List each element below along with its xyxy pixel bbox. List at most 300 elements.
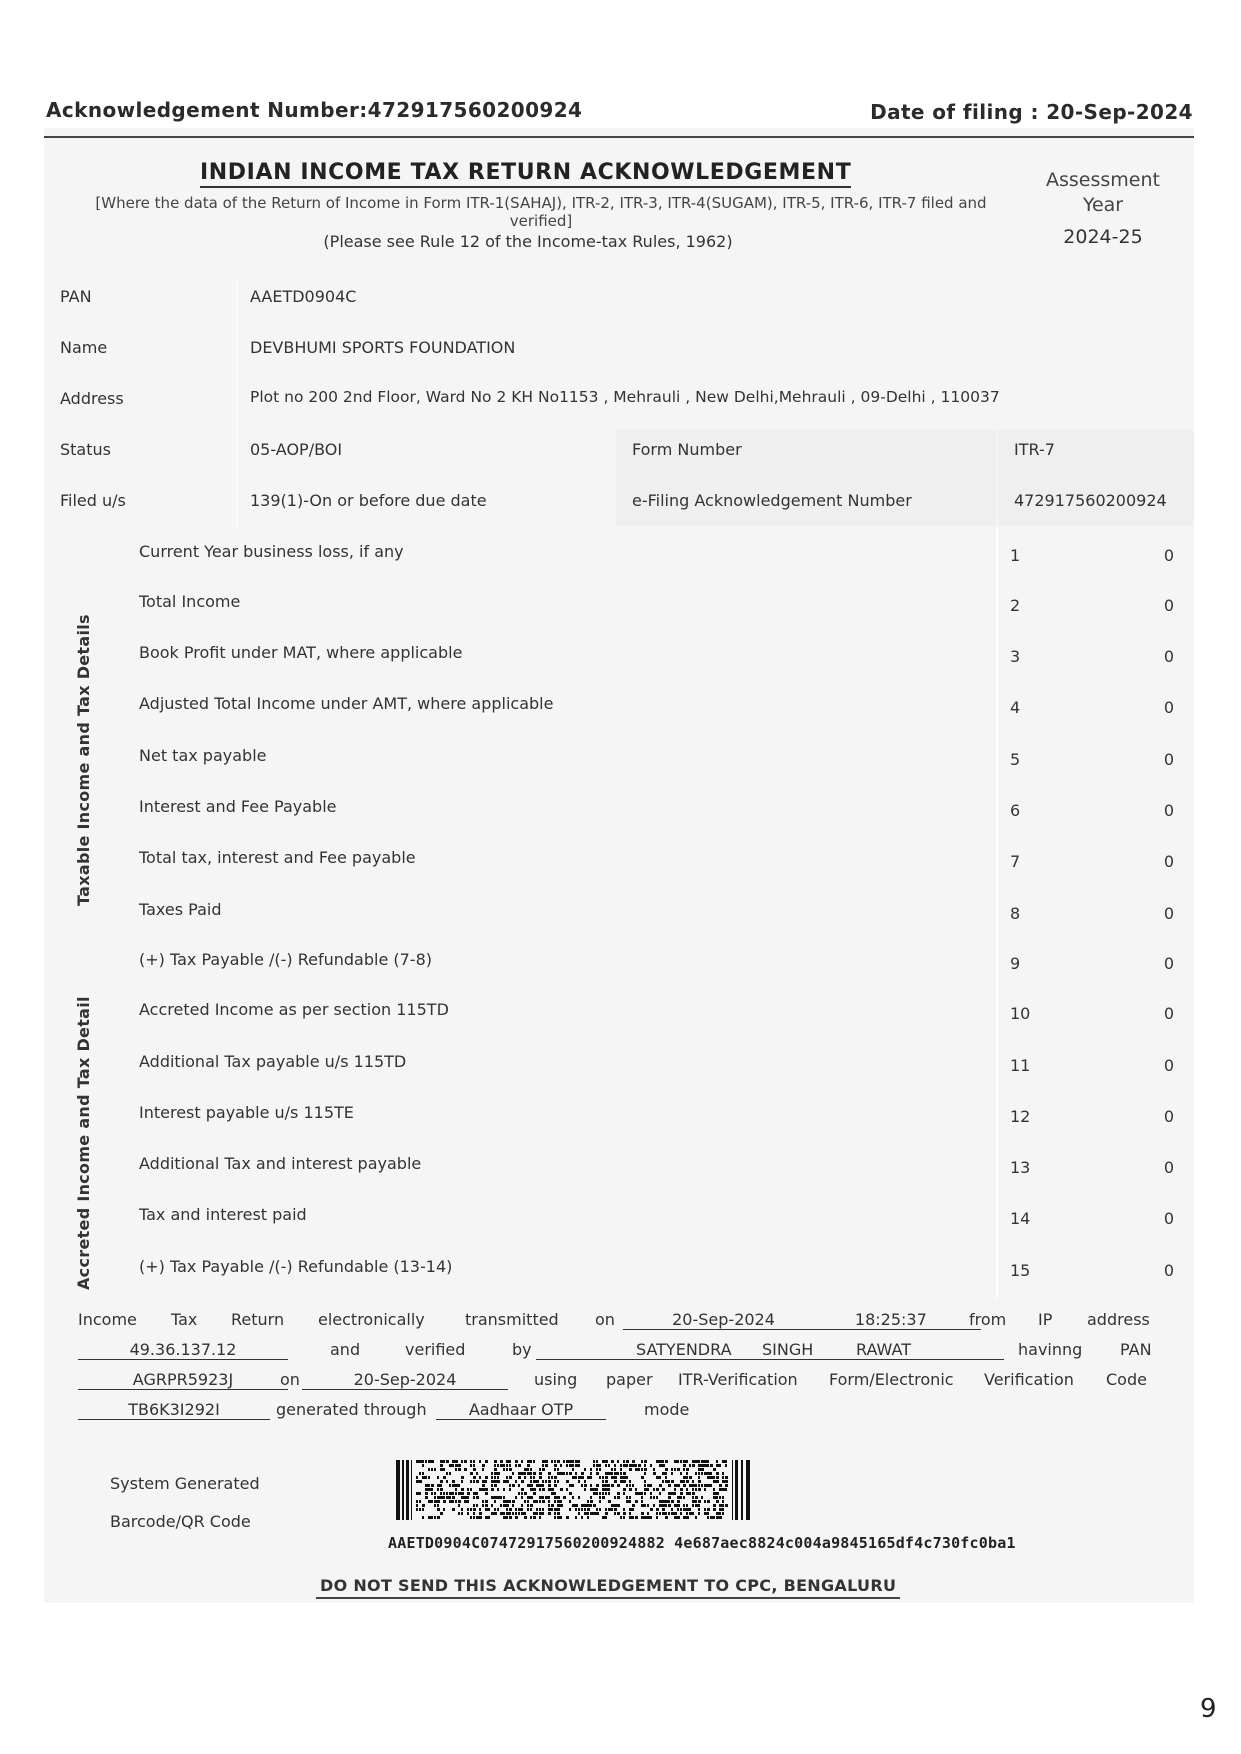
word: PAN [1120,1340,1152,1359]
barcode-bar [662,1504,665,1507]
barcode-bar [461,1480,463,1483]
evc-mode: Aadhaar OTP [436,1400,606,1420]
barcode-bar [527,1472,530,1475]
barcode-bar [695,1496,698,1499]
barcode-bar [680,1480,683,1483]
barcode-bar [620,1480,623,1483]
barcode-bar [614,1480,617,1483]
barcode-bar [557,1468,559,1471]
barcode-bar [626,1460,629,1463]
word: and [330,1340,361,1359]
barcode-bar [650,1492,652,1495]
barcode-bar [533,1476,535,1479]
barcode-bar [641,1468,643,1471]
barcode-bar [548,1480,551,1483]
barcode-bar [411,1460,412,1520]
barcode-bar [434,1492,436,1495]
barcode-bar [449,1484,451,1487]
barcode-bar [659,1512,661,1515]
barcode-bar [554,1516,556,1519]
barcode-bar [710,1464,713,1467]
barcode-bar [623,1516,625,1519]
barcode-bar [515,1464,517,1467]
barcode-bar [662,1460,664,1463]
barcode-bar [416,1480,419,1483]
barcode-bar [533,1472,536,1475]
barcode-bar [662,1488,665,1491]
barcode-bar [521,1488,524,1491]
barcode-bar [638,1492,641,1495]
barcode-bar [695,1484,697,1487]
barcode-bar [548,1484,551,1487]
barcode-bar [593,1492,596,1495]
barcode-bar [542,1484,544,1487]
barcode-bar [641,1500,643,1503]
row-number: 8 [1010,904,1021,923]
barcode-bar [554,1492,556,1495]
barcode-bar [590,1468,592,1471]
barcode-bar [680,1488,683,1491]
barcode-bar [521,1492,523,1495]
barcode-bar [566,1516,569,1519]
barcode-bar [539,1468,541,1471]
barcode-bar [509,1508,512,1511]
barcode-bar [620,1516,622,1519]
barcode-bar [473,1468,476,1471]
barcode-bar [569,1492,572,1495]
barcode-bar [581,1508,583,1511]
barcode-bar [402,1460,404,1520]
barcode-bar [440,1492,442,1495]
barcode-bar [461,1508,463,1511]
barcode-bar [446,1492,448,1495]
barcode-bar [677,1508,679,1511]
barcode-bar [692,1500,695,1503]
barcode-bar [503,1516,506,1519]
barcode-bar [623,1508,625,1511]
barcode-bar [695,1504,698,1507]
barcode-bar [530,1508,532,1511]
word: Return [231,1310,285,1329]
barcode-bar [671,1492,674,1495]
barcode-bar [575,1472,577,1475]
system-generated-label: System Generated [110,1474,260,1493]
barcode-bar [629,1512,631,1515]
barcode-bar [665,1480,668,1483]
barcode-bar [668,1484,671,1487]
word: electronically [318,1310,425,1329]
barcode-bar [650,1464,652,1467]
barcode-bar [578,1508,580,1511]
status-label: Status [60,440,111,459]
barcode-bar [536,1500,538,1503]
barcode-bar [479,1508,481,1511]
barcode-bar [665,1504,667,1507]
filed-us-label: Filed u/s [60,491,126,510]
barcode-bar [656,1508,659,1511]
barcode-bar [497,1488,499,1491]
barcode-bar [587,1476,590,1479]
barcode-bar [503,1512,505,1515]
barcode-bar [671,1500,674,1503]
barcode-bar [452,1484,455,1487]
barcode-bar [419,1480,422,1483]
barcode-bar [584,1508,586,1511]
barcode-bar [542,1512,544,1515]
barcode-bar [735,1460,738,1520]
transmission-date: 20-Sep-2024 [672,1310,775,1329]
barcode-bar [473,1460,475,1463]
barcode-bar [590,1496,592,1499]
barcode-bar [644,1492,646,1495]
barcode-bar [476,1504,478,1507]
barcode-bar [653,1496,655,1499]
section-taxable-income: Taxable Income and Tax Details [74,614,93,906]
barcode-bar [518,1464,521,1467]
barcode-bar [479,1476,481,1479]
barcode-bar [674,1460,677,1463]
barcode-bar [500,1460,503,1463]
barcode-bar [656,1512,658,1515]
barcode-bar [644,1460,647,1463]
barcode-bar [440,1496,443,1499]
barcode-bar [446,1480,448,1483]
barcode-bar [602,1492,604,1495]
barcode-bar [527,1500,529,1503]
barcode-bar [710,1472,712,1475]
barcode-bar [596,1488,598,1491]
barcode-bar [587,1516,589,1519]
barcode-bar [686,1480,689,1483]
barcode-bar [545,1480,547,1483]
barcode-bar [647,1516,650,1519]
barcode-bar [614,1496,616,1499]
barcode-bar [497,1476,499,1479]
barcode-bar [680,1472,682,1475]
address-value: Plot no 200 2nd Floor, Ward No 2 KH No1153 , Mehrauli , New Delhi,Mehrauli , 09-Delhi , 110037 [250,388,1000,406]
barcode-bar [575,1464,578,1467]
barcode-bar [545,1460,548,1463]
ip-address: 49.36.137.12 [78,1340,288,1360]
barcode-bar [419,1460,422,1463]
barcode-bar [485,1504,488,1507]
barcode-bar [524,1492,527,1495]
verifier-middle: SINGH [762,1340,814,1359]
barcode-bar [551,1476,553,1479]
barcode-bar [431,1460,434,1463]
row-number: 6 [1010,801,1021,820]
evc-code: TB6K3I292I [78,1400,270,1420]
verifier-last: RAWAT [856,1340,911,1359]
barcode-bar [443,1496,445,1499]
barcode-bar [569,1484,572,1487]
barcode-bar [452,1508,455,1511]
transmission-line-1 [78,1310,1158,1340]
barcode-bar [650,1496,652,1499]
barcode-bar [458,1464,461,1467]
barcode-bar [452,1464,454,1467]
barcode-bar [707,1484,710,1487]
barcode-bar [461,1476,464,1479]
row-number: 5 [1010,750,1021,769]
barcode-bar [704,1488,706,1491]
barcode-bar [464,1468,467,1471]
barcode-bar [494,1512,497,1515]
barcode-bar [557,1472,560,1475]
barcode-bar [416,1460,419,1463]
row-amount: 0 [1163,546,1174,565]
barcode-bar [446,1496,449,1499]
barcode-bar [416,1492,419,1495]
barcode-bar [686,1504,688,1507]
barcode-bar [396,1460,400,1520]
row-number: 2 [1010,596,1021,615]
barcode-bar [608,1488,610,1491]
assessment-year-value: 2024-25 [1063,226,1143,248]
barcode-bar [527,1508,529,1511]
barcode-bar [677,1496,680,1499]
barcode-bar [515,1460,518,1463]
row-number: 15 [1010,1261,1031,1280]
barcode-bar [443,1468,445,1471]
barcode-bar [605,1460,608,1463]
barcode-bar [641,1460,643,1463]
barcode-bar [575,1504,578,1507]
barcode-bar [539,1476,542,1479]
barcode-bar [518,1492,520,1495]
barcode-bar [458,1484,460,1487]
barcode-bar [617,1512,620,1515]
barcode-bar [689,1492,691,1495]
barcode-bar [539,1484,542,1487]
barcode-bar [608,1472,611,1475]
barcode-bar [419,1492,421,1495]
barcode-bar [614,1468,616,1471]
row-number: 10 [1010,1004,1031,1023]
barcode-bar [596,1460,598,1463]
barcode-bar [719,1496,721,1499]
barcode-bar [431,1500,433,1503]
barcode-bar [683,1476,686,1479]
barcode-bar [557,1516,560,1519]
barcode-bar [689,1476,692,1479]
barcode-bar [692,1484,695,1487]
barcode-bar [572,1504,575,1507]
barcode-bar [485,1492,488,1495]
barcode-bar [593,1460,595,1463]
verifier-name [536,1340,1004,1360]
barcode-bar [506,1476,508,1479]
details-divider [236,280,237,528]
barcode-bar [428,1460,431,1463]
barcode-bar [569,1500,571,1503]
barcode-bar [617,1496,620,1499]
transmission-line-3 [78,1370,1158,1400]
amount-column-divider [996,528,998,1298]
barcode-bar [575,1508,577,1511]
barcode-bar [512,1512,514,1515]
barcode-bar [683,1460,686,1463]
barcode-bar [698,1512,700,1515]
barcode-bar [506,1512,509,1515]
barcode-bar [581,1476,584,1479]
barcode-bar [506,1468,508,1471]
barcode-bar [473,1512,475,1515]
barcode-bar [491,1488,494,1491]
barcode-bar [716,1500,719,1503]
barcode-bar [716,1460,718,1463]
barcode-bar [623,1492,625,1495]
barcode-bar [440,1480,443,1483]
barcode-bar [470,1480,472,1483]
barcode-bar [665,1476,667,1479]
barcode-bar [635,1464,637,1467]
barcode-bar [653,1472,656,1475]
barcode-bar [443,1460,445,1463]
barcode-bar [662,1480,664,1483]
barcode-bar [686,1476,688,1479]
barcode-bar [680,1508,682,1511]
barcode-bar [530,1496,533,1499]
barcode-bar [449,1464,452,1467]
barcode-bar [659,1504,662,1507]
barcode-bar [704,1464,707,1467]
address-label: Address [60,389,124,408]
barcode-bar [536,1512,538,1515]
barcode-bar [632,1460,635,1463]
barcode-bar [557,1508,560,1511]
barcode-bar [566,1488,568,1491]
barcode-bar [704,1472,707,1475]
barcode-bar [605,1488,608,1491]
row-label: Tax and interest paid [139,1205,307,1224]
barcode-bar [692,1504,694,1507]
row-amount: 0 [1163,954,1174,973]
barcode-bar [494,1476,496,1479]
barcode-bar [644,1464,646,1467]
barcode-bar [713,1516,715,1519]
row-label: Total tax, interest and Fee payable [139,848,416,867]
barcode-bar [494,1464,496,1467]
row-amount: 0 [1163,904,1174,923]
barcode-bar [416,1500,418,1503]
barcode-bar [725,1480,728,1483]
word: address [1087,1310,1150,1329]
barcode-bar [557,1504,560,1507]
row-label: Current Year business loss, if any [139,542,404,561]
barcode-bar [491,1496,494,1499]
barcode-bar [554,1476,557,1479]
barcode-bar [584,1480,586,1483]
barcode-bar [644,1484,646,1487]
barcode-bar [701,1460,704,1463]
barcode-bar [452,1496,455,1499]
barcode-bar [605,1472,608,1475]
barcode-bar [599,1464,601,1467]
barcode-bar [542,1488,545,1491]
barcode-bar [506,1508,508,1511]
barcode-bar [536,1508,538,1511]
barcode-bar [521,1512,524,1515]
barcode-bar [698,1472,700,1475]
barcode-bar [491,1480,494,1483]
barcode-bar [590,1500,593,1503]
barcode-bar [530,1468,532,1471]
barcode-bar [572,1460,574,1463]
barcode-bar [470,1488,472,1491]
barcode-bar [674,1504,677,1507]
row-amount: 0 [1163,1056,1174,1075]
row-amount: 0 [1163,698,1174,717]
barcode-bar [671,1480,674,1483]
barcode-bar [569,1508,571,1511]
barcode-bar [548,1472,551,1475]
barcode-bar [485,1480,487,1483]
barcode-bar [644,1504,646,1507]
barcode-bar [494,1480,497,1483]
barcode-bar [713,1504,716,1507]
row-label: Accreted Income as per section 115TD [139,1000,449,1019]
barcode-bar [467,1488,469,1491]
barcode-bar [701,1468,704,1471]
barcode-bar [716,1492,719,1495]
barcode-bar [635,1516,638,1519]
barcode-bar [605,1508,607,1511]
barcode-bar [677,1516,680,1519]
word: generated through [276,1400,427,1419]
barcode-bar [476,1472,478,1475]
barcode-bar [674,1492,676,1495]
barcode-bar [449,1492,452,1495]
barcode-bar [698,1504,700,1507]
barcode-bar [683,1480,685,1483]
barcode-bar [473,1464,475,1467]
barcode-bar [686,1512,688,1515]
barcode-bar [530,1472,532,1475]
barcode-bar [434,1516,436,1519]
barcode-bar [443,1508,445,1511]
barcode-bar [425,1492,428,1495]
barcode-bar [443,1500,446,1503]
barcode-bar [545,1496,548,1499]
barcode-bar [704,1508,706,1511]
barcode-bar [503,1500,506,1503]
row-number: 12 [1010,1107,1031,1126]
barcode-bar [455,1464,458,1467]
barcode-bar [683,1484,686,1487]
barcode-bar [677,1500,680,1503]
word: Tax [171,1310,198,1329]
barcode-bar [434,1504,436,1507]
barcode-bar [419,1500,421,1503]
barcode-bar [530,1476,532,1479]
barcode-bar [572,1468,574,1471]
row-label: Interest payable u/s 115TE [139,1103,354,1122]
barcode-bar [641,1512,644,1515]
row-number: 13 [1010,1158,1031,1177]
barcode-bar [425,1460,427,1463]
barcode-bar [707,1464,709,1467]
barcode-bar [437,1516,440,1519]
barcode-bar [542,1460,545,1463]
barcode-bar [416,1476,418,1479]
barcode-bar [650,1484,652,1487]
barcode-bar [581,1504,584,1507]
barcode-bar [503,1468,505,1471]
barcode-bar [548,1508,551,1511]
barcode-bar [521,1496,523,1499]
barcode-bar [608,1484,610,1487]
